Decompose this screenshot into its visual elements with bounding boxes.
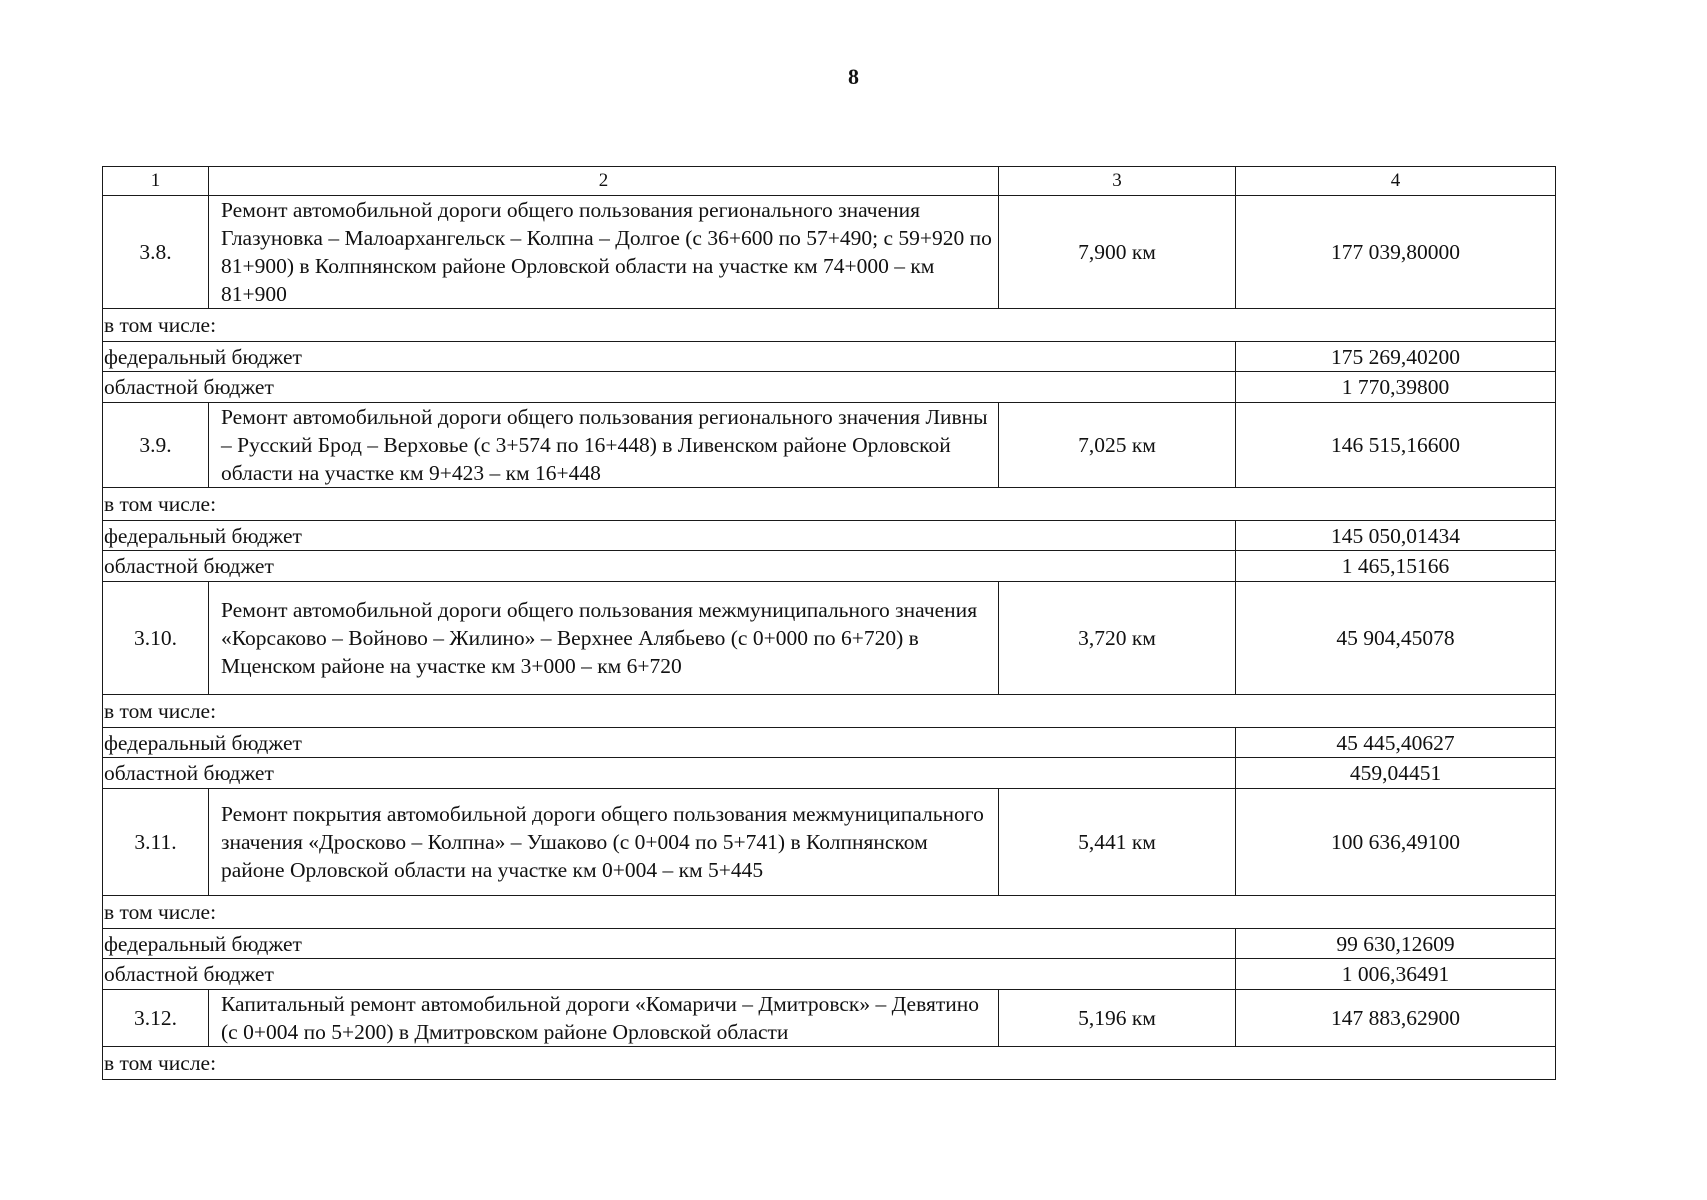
item-description: Ремонт автомобильной дороги общего пользования регионального значения Ливны – Русский Брод – Верховье (с 3+574 по 16+448) в Ливенском районе Орловской области на участке км 9+423 – км 16+448	[209, 403, 999, 488]
item-amount: 45 904,45078	[1236, 582, 1556, 695]
item-length: 5,441 км	[999, 789, 1236, 896]
federal-budget-label: федеральный бюджет	[103, 929, 1236, 959]
item-amount: 147 883,62900	[1236, 990, 1556, 1047]
item-amount: 100 636,49100	[1236, 789, 1556, 896]
column-number-2: 2	[209, 167, 999, 196]
item-description: Капитальный ремонт автомобильной дороги «Комаричи – Дмитровск» – Девятино (с 0+004 по 5+200) в Дмитровском районе Орловской области	[209, 990, 999, 1047]
item-description: Ремонт автомобильной дороги общего пользования регионального значения Глазуновка – Малоархангельск – Колпна – Долгое (с 36+600 по 57+490; с 59+920 по 81+900) в Колпнянском районе Орловской области на участке км 74+000 – км 81+900	[209, 196, 999, 309]
federal-budget-amount: 145 050,01434	[1236, 521, 1556, 551]
item-description: Ремонт автомобильной дороги общего пользования межмуниципального значения «Корсаково – Войново – Жилино» – Верхнее Алябьево (с 0+000 по 6+720) в Мценском районе на участке км 3+000 – км 6+720	[209, 582, 999, 695]
table-row	[103, 990, 1556, 1047]
item-number: 3.10.	[103, 582, 209, 695]
regional-budget-amount: 459,04451	[1236, 758, 1556, 789]
including-label: в том числе:	[103, 309, 1556, 342]
including-row	[103, 695, 1556, 728]
including-row	[103, 488, 1556, 521]
item-amount: 177 039,80000	[1236, 196, 1556, 309]
item-number: 3.12.	[103, 990, 209, 1047]
including-label: в том числе:	[103, 695, 1556, 728]
regional-budget-amount: 1 465,15166	[1236, 551, 1556, 582]
table-row	[103, 582, 1556, 695]
regional-budget-label: областной бюджет	[103, 758, 1236, 789]
regional-budget-label: областной бюджет	[103, 551, 1236, 582]
federal-budget-row	[103, 342, 1556, 372]
item-length: 7,900 км	[999, 196, 1236, 309]
federal-budget-label: федеральный бюджет	[103, 342, 1236, 372]
regional-budget-row	[103, 551, 1556, 582]
regional-budget-row	[103, 372, 1556, 403]
federal-budget-label: федеральный бюджет	[103, 728, 1236, 758]
federal-budget-row	[103, 728, 1556, 758]
federal-budget-row	[103, 929, 1556, 959]
federal-budget-amount: 175 269,40200	[1236, 342, 1556, 372]
item-length: 5,196 км	[999, 990, 1236, 1047]
federal-budget-amount: 45 445,40627	[1236, 728, 1556, 758]
column-number-4: 4	[1236, 167, 1556, 196]
including-row	[103, 1047, 1556, 1080]
regional-budget-label: областной бюджет	[103, 959, 1236, 990]
item-number: 3.9.	[103, 403, 209, 488]
item-length: 7,025 км	[999, 403, 1236, 488]
column-number-1: 1	[103, 167, 209, 196]
funding-table	[102, 166, 1556, 1080]
table-row	[103, 196, 1556, 309]
including-row	[103, 896, 1556, 929]
regional-budget-amount: 1 006,36491	[1236, 959, 1556, 990]
regional-budget-row	[103, 959, 1556, 990]
including-row	[103, 309, 1556, 342]
page-number: 8	[848, 64, 859, 89]
item-number: 3.11.	[103, 789, 209, 896]
column-number-3: 3	[999, 167, 1236, 196]
item-description: Ремонт покрытия автомобильной дороги общего пользования межмуниципального значения «Дросково – Колпна» – Ушаково (с 0+004 по 5+741) в Колпнянском районе Орловской области на участке км 0+004 – км 5+445	[209, 789, 999, 896]
table-row	[103, 789, 1556, 896]
federal-budget-row	[103, 521, 1556, 551]
column-number-row	[103, 167, 1556, 196]
including-label: в том числе:	[103, 896, 1556, 929]
including-label: в том числе:	[103, 488, 1556, 521]
regional-budget-label: областной бюджет	[103, 372, 1236, 403]
including-label: в том числе:	[103, 1047, 1556, 1080]
table-row	[103, 403, 1556, 488]
item-amount: 146 515,16600	[1236, 403, 1556, 488]
item-number: 3.8.	[103, 196, 209, 309]
federal-budget-amount: 99 630,12609	[1236, 929, 1556, 959]
federal-budget-label: федеральный бюджет	[103, 521, 1236, 551]
regional-budget-amount: 1 770,39800	[1236, 372, 1556, 403]
regional-budget-row	[103, 758, 1556, 789]
item-length: 3,720 км	[999, 582, 1236, 695]
